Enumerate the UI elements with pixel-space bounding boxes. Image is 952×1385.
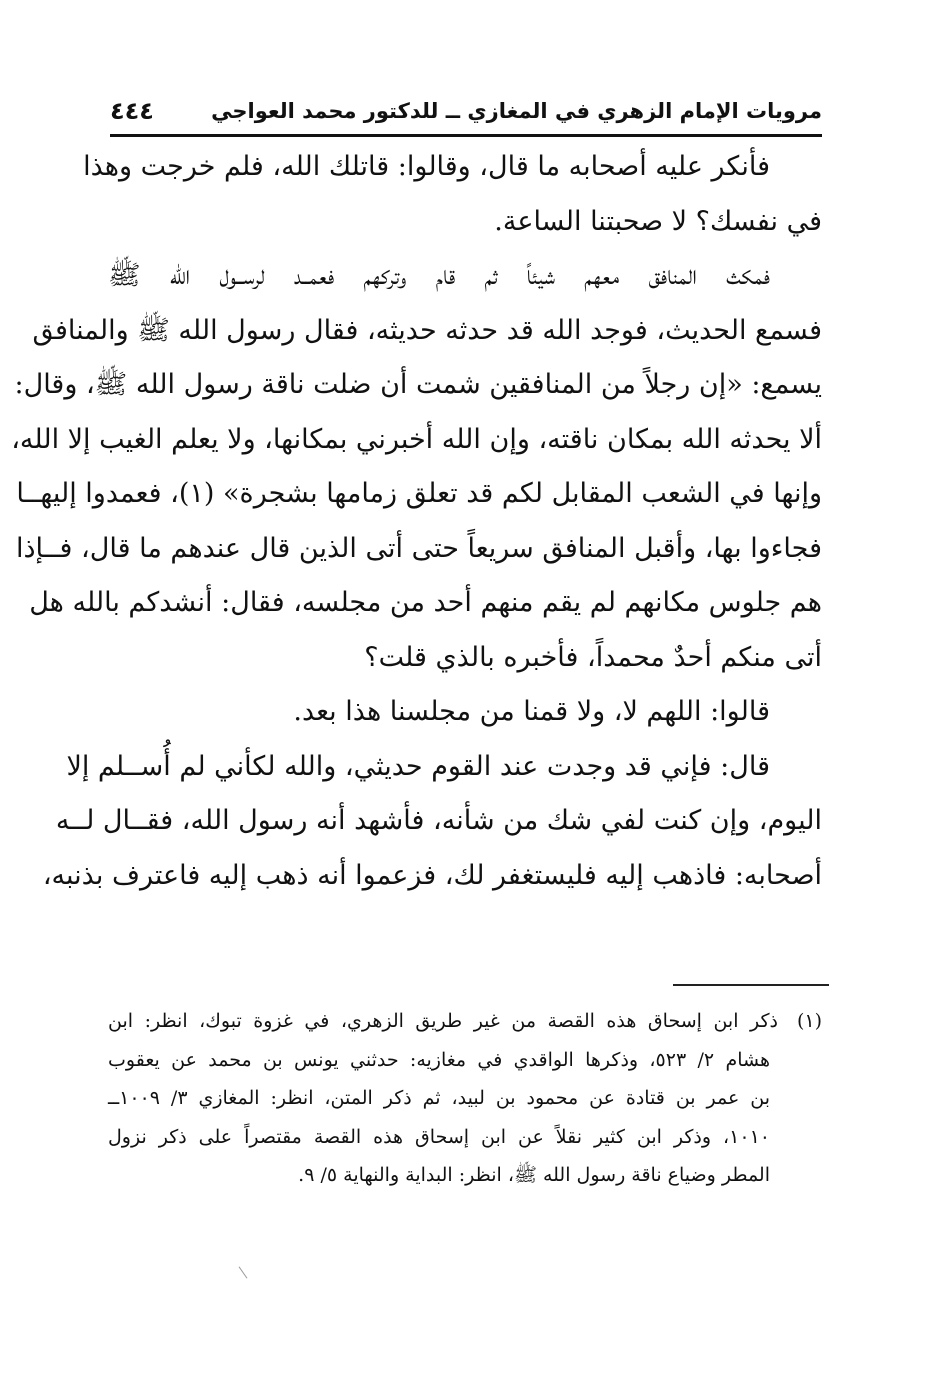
running-header: [110, 90, 822, 132]
footnote-line-2: هشام ٢/ ٥٢٣، وذكرها الواقدي في مغازيه: حدثني يونس بن محمد عن يعقوب: [108, 1048, 770, 1071]
running-header-title: مرويات الإمام الزهري في المغازي ــ للدكتور محمد العواجي: [211, 99, 822, 123]
footnote-marker: (١): [796, 1010, 822, 1032]
footnote-line-1: [108, 1002, 822, 1041]
text-line-6: ألا يحدثه الله بمكان ناقته، وإن الله أخبرني بمكانها، ولا يعلم الغيب إلا الله،: [11, 423, 822, 455]
text-line-4: فسمع الحديث، فوجد الله قد حدثه حديثه، فقال رسول الله ﷺ والمنافق: [32, 314, 822, 346]
footnote-line-3: بن عمر بن قتادة عن محمود بن لبيد، ثم ذكر المتن، انظر: المغازي ٣/ ١٠٠٩ــ: [108, 1087, 770, 1109]
text-line-1: فأنكر عليه أصحابه ما قال، وقالوا: قاتلك الله، فلم خرجت وهذا: [83, 151, 770, 182]
text-line-12: قال: فإني قد وجدت عند القوم حديثي، والله لكأني لم أُســلم إلا: [66, 750, 770, 782]
text-line-2: في نفسك؟ لا صحبتنا الساعة.: [494, 205, 822, 237]
text-line-8: فجاءوا بها، وأقبل المنافق سريعاً حتى أتى الذين قال عندهم ما قال، فــإذا: [15, 532, 822, 564]
text-line-9: هم جلوس مكانهم لم يقم منهم أحد من مجلسه، فقال: أنشدكم بالله هل: [29, 587, 822, 618]
scan-speck: [239, 1266, 248, 1278]
text-line-10: أتى منكم أحدٌ محمداً، فأخبره بالذي قلت؟: [364, 641, 822, 673]
footnotes: [108, 1002, 822, 1195]
text-line-5: يسمع: «إن رجلاً من المنافقين شمت أن ضلت ناقة رسول الله ﷺ، وقال:: [14, 369, 822, 400]
text-line-14: أصحابه: فاذهب إليه فليستغفر لك، فزعموا أنه ذهب إليه فاعترف بذنبه،: [42, 859, 822, 891]
text-line-11: قالوا: اللهم لا، ولا قمنا من مجلسنا هذا بعد.: [293, 696, 770, 727]
header-rule: [110, 134, 822, 137]
main-text: [11, 140, 822, 903]
footnote-separator: [673, 984, 829, 986]
page-number: ٤٤٤: [110, 97, 154, 125]
text-line-13: اليوم، وإن كنت لفي شك من شأنه، فأشهد أنه رسول الله، فقــال لــه: [55, 805, 822, 836]
footnote-line-5: المطر وضياع ناقة رسول الله ﷺ، انظر: البداية والنهاية ٥/ ٩.: [298, 1164, 770, 1186]
footnote-line-4: ١٠١٠، وذكر ابن كثير نقلاً عن ابن إسحاق هذه القصة مقتصراً على ذكر نزول: [108, 1125, 770, 1148]
text-line-7: وإنها في الشعب المقابل لكم قد تعلق زمامها بشجرة» (١)، فعمدوا إليهــا: [16, 478, 822, 509]
footnote-line-1-text: ذكر ابن إسحاق هذه القصة من غير طريق الزهري، في غزوة تبوك، انظر: ابن: [108, 1010, 778, 1032]
text-line-3: فمكث المنافق معهم شيئاً ثم قام وتركهم فعمــد لرســول الله ﷺ: [108, 260, 770, 291]
